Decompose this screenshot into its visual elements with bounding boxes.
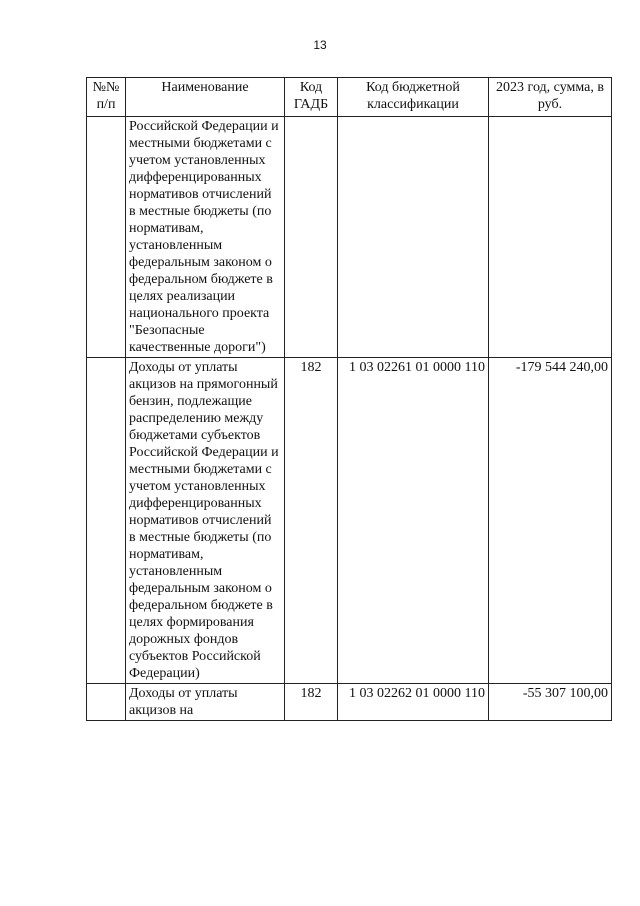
- table-row: [87, 117, 612, 358]
- cell-sum: -179 544 240,00: [489, 358, 612, 684]
- budget-table: [86, 77, 612, 721]
- table-row: [87, 684, 612, 721]
- cell-kbk: [338, 117, 489, 358]
- header-row: [87, 78, 612, 117]
- table-body: [87, 117, 612, 721]
- table-row: [87, 358, 612, 684]
- cell-name: Российской Федерации и местными бюджетами с учетом установленных дифференцированных нормативов отчислений в местные бюджеты (по нормативам, установленным федеральным законом о федеральном бюджете в целях реализации национального проекта "Безопасные качественные дороги"): [126, 117, 285, 358]
- header-gadb: Код ГАДБ: [285, 78, 338, 117]
- cell-gadb: 182: [285, 684, 338, 721]
- cell-gadb: 182: [285, 358, 338, 684]
- cell-num: [87, 684, 126, 721]
- header-sum: 2023 год, сумма, в руб.: [489, 78, 612, 117]
- cell-kbk: 1 03 02262 01 0000 110: [338, 684, 489, 721]
- header-num: №№ п/п: [87, 78, 126, 117]
- cell-num: [87, 358, 126, 684]
- cell-sum: [489, 117, 612, 358]
- header-kbk: Код бюджетной классификации: [338, 78, 489, 117]
- cell-sum: -55 307 100,00: [489, 684, 612, 721]
- cell-name: Доходы от уплаты акцизов на прямогонный бензин, подлежащие распределению между бюджетами субъектов Российской Федерации и местными бюджетами с учетом установленных дифференцированных нормативов отчислений в местные бюджеты (по нормативам, установленным федеральным законом о федеральном бюджете в целях формирования дорожных фондов субъектов Российской Федерации): [126, 358, 285, 684]
- page-number: 13: [313, 38, 327, 52]
- cell-num: [87, 117, 126, 358]
- cell-gadb: [285, 117, 338, 358]
- table-header: [87, 78, 612, 117]
- cell-name: Доходы от уплаты акцизов на: [126, 684, 285, 721]
- cell-kbk: 1 03 02261 01 0000 110: [338, 358, 489, 684]
- header-name: Наименование: [126, 78, 285, 117]
